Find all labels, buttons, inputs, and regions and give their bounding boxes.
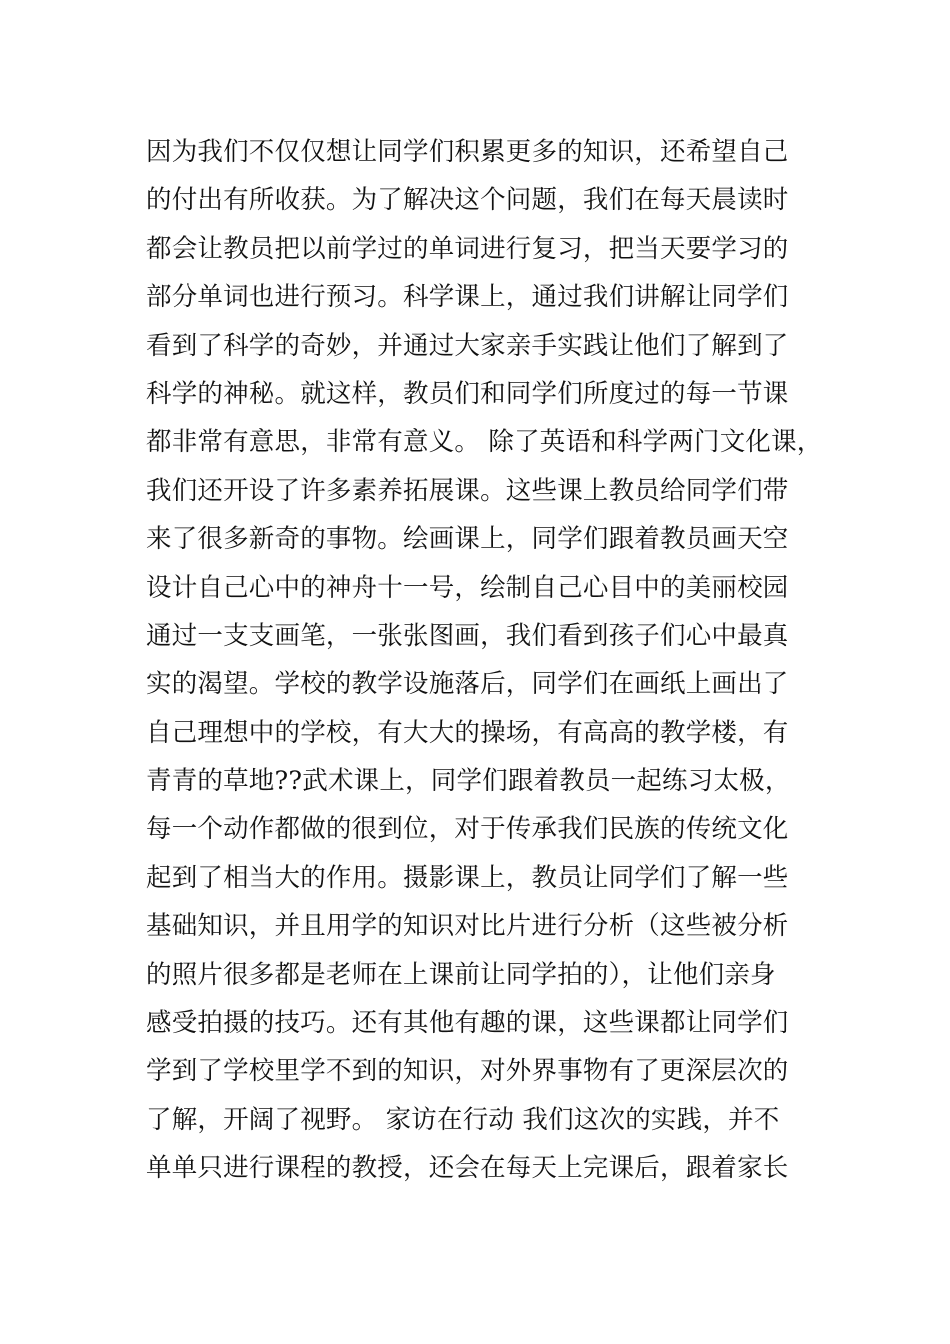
text-line-1: 因为我们不仅仅想让同学们积累更多的知识，还希望自己 (146, 137, 789, 167)
text-line-8: 我们还开设了许多素养拓展课。这些课上教员给同学们带 (146, 475, 789, 506)
text-line-2: 的付出有所收获。为了解决这个问题，我们在每天晨读时 (146, 185, 789, 216)
text-line-16: 起到了相当大的作用。摄影课上，教员让同学们了解一些 (146, 862, 789, 893)
text-line-17: 基础知识，并且用学的知识对比片进行分析（这些被分析 (146, 911, 789, 942)
text-line-19: 感受拍摄的技巧。还有其他有趣的课，这些课都让同学们 (146, 1008, 789, 1039)
text-line-13: 自己理想中的学校，有大大的操场，有高高的教学楼，有 (146, 717, 789, 748)
text-line-9: 来了很多新奇的事物。绘画课上，同学们跟着教员画天空 (146, 524, 789, 555)
text-line-3: 都会让教员把以前学过的单词进行复习，把当天要学习的 (146, 233, 789, 264)
text-line-18: 的照片很多都是老师在上课前让同学拍的），让他们亲身 (146, 959, 776, 990)
text-line-10: 设计自己心中的神舟十一号，绘制自己心目中的美丽校园 (146, 572, 789, 603)
text-line-14: 青青的草地??武术课上，同学们跟着教员一起练习太极， (146, 766, 791, 797)
text-line-20: 学到了学校里学不到的知识，对外界事物有了更深层次的 (146, 1056, 789, 1087)
text-line-7: 都非常有意思，非常有意义。 除了英语和科学两门文化课， (146, 427, 823, 458)
text-line-4: 部分单词也进行预习。科学课上，通过我们讲解让同学们 (146, 282, 789, 313)
text-line-22: 单单只进行课程的教授，还会在每天上完课后，跟着家长 (146, 1153, 789, 1184)
text-line-5: 看到了科学的奇妙，并通过大家亲手实践让他们了解到了 (146, 330, 789, 361)
text-line-11: 通过一支支画笔，一张张图画，我们看到孩子们心中最真 (146, 620, 789, 651)
text-line-6: 科学的神秘。就这样，教员们和同学们所度过的每一节课 (146, 378, 789, 409)
text-line-15: 每一个动作都做的很到位，对于传承我们民族的传统文化 (146, 814, 789, 845)
text-line-12: 实的渴望。学校的教学设施落后，同学们在画纸上画出了 (146, 669, 789, 700)
body-text (146, 128, 836, 1193)
text-line-21: 了解，开阔了视野。 家访在行动 我们这次的实践，并不 (146, 1104, 780, 1135)
